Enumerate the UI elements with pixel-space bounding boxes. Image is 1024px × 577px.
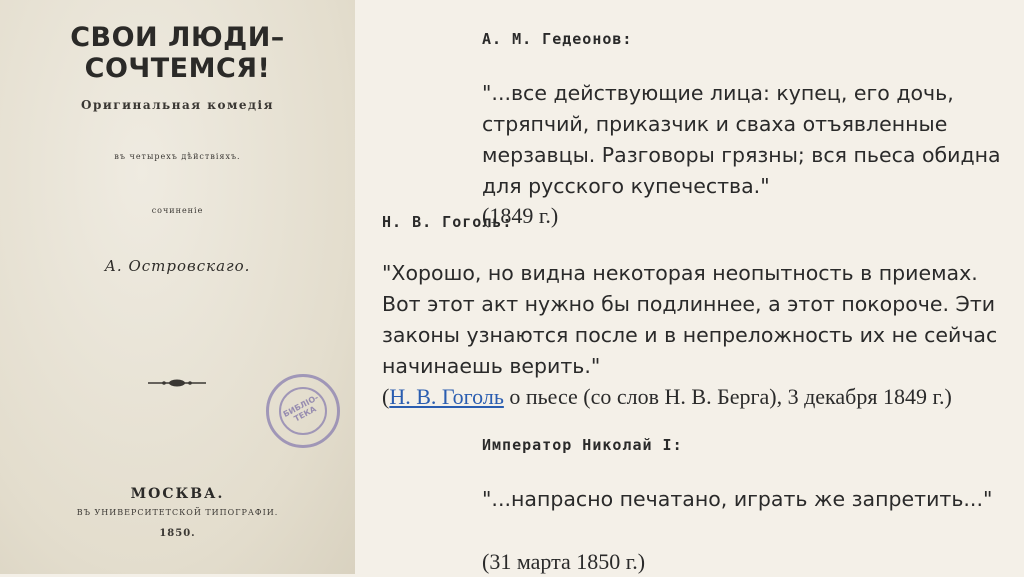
- stamp-text: БИБЛІО- ТЕКА: [281, 392, 321, 424]
- library-stamp: [266, 374, 340, 448]
- book-acts: въ четырехъ дѣйствіяхъ.: [114, 152, 241, 161]
- book-city: МОСКВА.: [130, 486, 225, 502]
- book-press: ВЪ УНИВЕРСИТЕТСКОЙ ТИПОГРАФІИ.: [76, 508, 279, 517]
- ornament-divider: [148, 378, 206, 388]
- quote-author-gogol: Н. В. Гоголь:: [382, 213, 513, 231]
- quote-text-gogol: "Хорошо, но видна некоторая неопытность в приемах. Вот этот акт нужно бы подлиннее, а этот покороче. Эти законы узнаются после и в непреложность их не сейчас начинаешь верить.": [382, 261, 998, 378]
- quote-date-gedeonov: (1849 г.): [482, 203, 559, 228]
- quote-author-gedeonov: А. М. Гедеонов:: [482, 30, 633, 48]
- quote-author-nicholas: Император Николай I:: [482, 436, 683, 454]
- caption-rest: о пьесе (со слов Н. В. Берга), 3 декабря 1849 г.): [503, 384, 952, 409]
- quote-caption-gogol: [382, 381, 1002, 412]
- book-title: СВОИ ЛЮДИ–СОЧТЕМСЯ!: [70, 22, 285, 84]
- quote-text-nicholas: "...напрасно печатано, играть же запретить...": [482, 487, 993, 511]
- book-title-page-image: [0, 0, 355, 574]
- quote-date-nicholas: (31 марта 1850 г.): [482, 549, 646, 574]
- book-author: А. Островскаго.: [104, 257, 251, 275]
- quote-text-gedeonov: "...все действующие лица: купец, его дочь, стряпчий, приказчик и сваха отъявленные мерзавцы. Разговоры грязны; вся пьеса обидна для русского купечества.": [482, 81, 1001, 198]
- book-year: 1850.: [159, 528, 196, 539]
- book-by: сочиненіе: [151, 206, 204, 215]
- caption-open: (: [382, 384, 390, 409]
- gogol-link[interactable]: Н. В. Гоголь: [389, 384, 504, 409]
- book-subtitle: Оригинальная комедія: [81, 98, 274, 112]
